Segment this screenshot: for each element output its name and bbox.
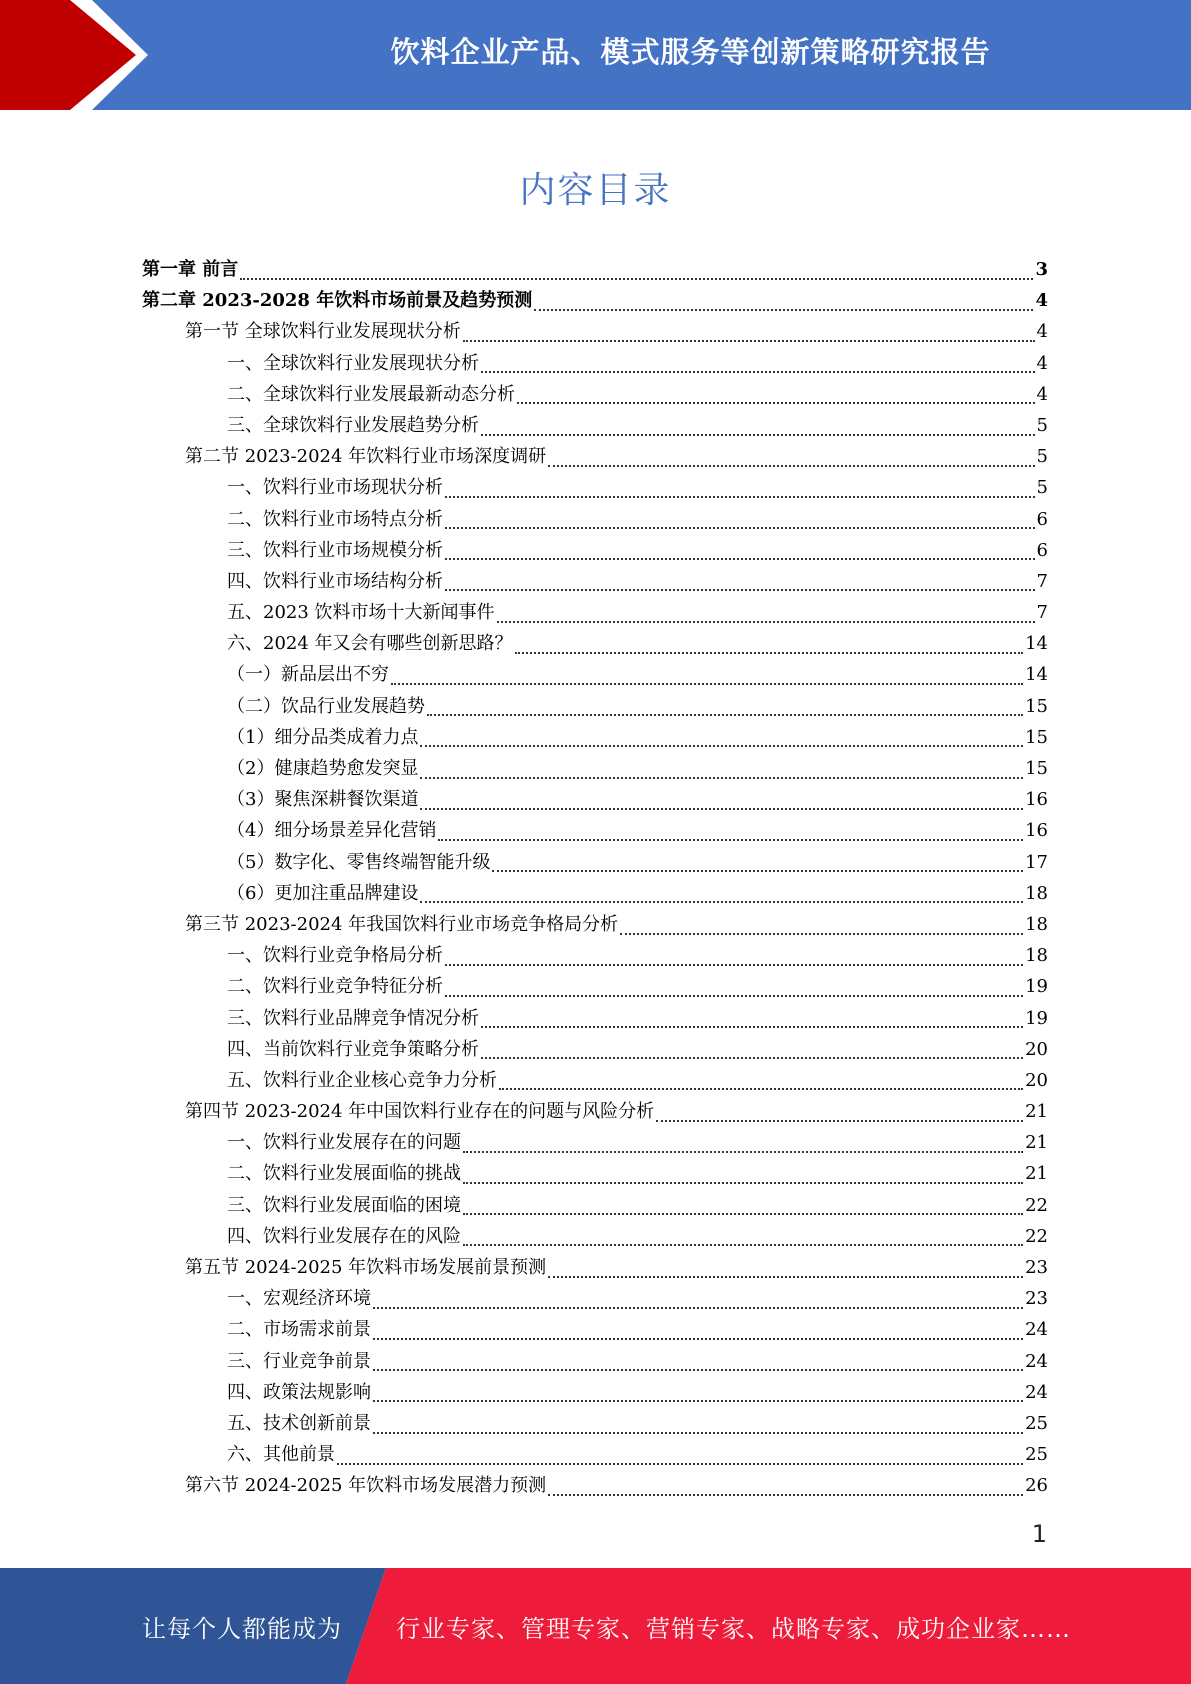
toc-entry-page: 4 — [1036, 383, 1048, 405]
toc-entry-label: 三、饮料行业品牌竞争情况分析 — [227, 1007, 479, 1029]
toc-entry-page: 18 — [1025, 945, 1048, 967]
toc-entry-page: 7 — [1036, 602, 1048, 624]
toc-entry[interactable] — [142, 691, 1048, 722]
toc-entry-label: 一、宏观经济环境 — [227, 1288, 371, 1310]
toc-entry[interactable] — [142, 1221, 1048, 1252]
toc-entry-label: 二、饮料行业市场特点分析 — [227, 508, 443, 530]
toc-entry-page: 20 — [1025, 1038, 1048, 1060]
dot-leader — [534, 309, 1033, 311]
dot-leader — [463, 1213, 1023, 1215]
toc-entry[interactable] — [142, 753, 1048, 784]
toc-entry-label: （二）饮品行业发展趋势 — [227, 695, 425, 717]
toc-entry-page: 24 — [1025, 1381, 1048, 1403]
toc-entry[interactable] — [142, 254, 1048, 285]
dot-leader — [445, 496, 1035, 498]
toc-entry[interactable] — [142, 285, 1048, 316]
toc-entry-label: 第三节 2023-2024 年我国饮料行业市场竞争格局分析 — [185, 913, 619, 935]
toc-entry-label: 五、2023 饮料市场十大新闻事件 — [227, 602, 495, 624]
toc-entry-page: 17 — [1025, 851, 1048, 873]
header-banner — [0, 0, 1191, 110]
dot-leader — [420, 777, 1023, 779]
toc-entry-page: 6 — [1036, 539, 1048, 561]
toc-entry[interactable] — [142, 597, 1048, 628]
toc-entry-page: 4 — [1036, 321, 1048, 343]
toc-entry-label: 六、其他前景 — [227, 1444, 335, 1466]
dot-leader — [517, 402, 1035, 404]
toc-entry-label: （5）数字化、零售终端智能升级 — [227, 851, 491, 873]
toc-entry-label: 二、市场需求前景 — [227, 1319, 371, 1341]
dot-leader — [463, 340, 1035, 342]
toc-entry-page: 26 — [1025, 1475, 1048, 1497]
toc-entry[interactable] — [142, 784, 1048, 815]
toc-entry-label: 四、政策法规影响 — [227, 1381, 371, 1403]
dot-leader — [427, 714, 1023, 716]
toc-entry[interactable] — [142, 909, 1048, 940]
dot-leader — [463, 1244, 1023, 1246]
toc-entry-page: 21 — [1025, 1132, 1048, 1154]
toc-entry[interactable] — [142, 659, 1048, 690]
toc-entry[interactable] — [142, 1190, 1048, 1221]
toc-entry-label: 四、饮料行业市场结构分析 — [227, 570, 443, 592]
toc-entry[interactable] — [142, 410, 1048, 441]
toc-entry[interactable] — [142, 1096, 1048, 1127]
toc-entry-page: 4 — [1035, 290, 1048, 312]
toc-entry[interactable] — [142, 1158, 1048, 1189]
toc-entry-page: 18 — [1025, 882, 1048, 904]
dot-leader — [481, 371, 1035, 373]
toc-entry-page: 3 — [1035, 259, 1048, 280]
dot-leader — [438, 839, 1023, 841]
toc-entry-page: 5 — [1036, 414, 1048, 436]
toc-entry[interactable] — [142, 1439, 1048, 1470]
toc-entry-label: 第二章 2023-2028 年饮料市场前景及趋势预测 — [142, 290, 533, 312]
toc-entry-page: 14 — [1025, 664, 1048, 686]
toc-entry-page: 16 — [1025, 820, 1048, 842]
toc-entry[interactable] — [142, 472, 1048, 503]
toc-entry-label: 二、饮料行业竞争特征分析 — [227, 976, 443, 998]
toc-entry-label: 一、饮料行业发展存在的问题 — [227, 1132, 461, 1154]
toc-entry[interactable] — [142, 971, 1048, 1002]
toc-entry-label: 第一节 全球饮料行业发展现状分析 — [185, 321, 461, 343]
dot-leader — [445, 964, 1023, 966]
dot-leader — [373, 1432, 1023, 1434]
toc-entry-page: 23 — [1025, 1257, 1048, 1278]
toc-entry-label: （3）聚焦深耕餐饮渠道 — [227, 789, 419, 811]
toc-entry-label: 一、饮料行业竞争格局分析 — [227, 945, 443, 967]
dot-leader — [373, 1338, 1023, 1340]
toc-entry-label: 五、技术创新前景 — [227, 1412, 371, 1434]
toc-entry[interactable] — [142, 566, 1048, 597]
footer-slogan-left: 让每个人都能成为 — [142, 1614, 342, 1643]
report-title: 饮料企业产品、模式服务等创新策略研究报告 — [390, 34, 991, 69]
dot-leader — [240, 278, 1033, 280]
toc-entry[interactable] — [142, 504, 1048, 535]
toc-entry-label: 二、饮料行业发展面临的挑战 — [227, 1163, 461, 1185]
toc-entry-page: 24 — [1025, 1319, 1048, 1341]
dot-leader — [548, 1276, 1023, 1278]
toc-entry-page: 20 — [1025, 1069, 1048, 1091]
dot-leader — [445, 589, 1035, 591]
dot-leader — [420, 808, 1023, 810]
toc-entry[interactable] — [142, 1034, 1048, 1065]
toc-entry-label: 第一章 前言 — [142, 259, 239, 280]
toc-entry-page: 23 — [1025, 1288, 1048, 1310]
dot-leader — [463, 1182, 1023, 1184]
toc-entry[interactable] — [142, 1314, 1048, 1345]
dot-leader — [420, 901, 1023, 903]
toc-entry-page: 5 — [1036, 446, 1048, 468]
toc-entry-label: 第六节 2024-2025 年饮料市场发展潜力预测 — [185, 1475, 547, 1497]
toc-entry-page: 6 — [1036, 508, 1048, 530]
toc-entry[interactable] — [142, 1470, 1048, 1501]
toc-entry-page: 22 — [1025, 1194, 1048, 1216]
dot-leader — [463, 1151, 1023, 1153]
toc-entry[interactable] — [142, 316, 1048, 347]
footer-slogan-right: 行业专家、管理专家、营销专家、战略专家、成功企业家…… — [396, 1614, 1071, 1643]
toc-entry-page: 15 — [1025, 758, 1048, 779]
dot-leader — [445, 558, 1035, 560]
toc-entry[interactable] — [142, 535, 1048, 566]
dot-leader — [481, 1057, 1023, 1059]
dot-leader — [481, 1026, 1023, 1028]
toc-entry-label: 一、饮料行业市场现状分析 — [227, 477, 443, 499]
toc-entry-label: （一）新品层出不穷 — [227, 664, 389, 686]
toc-entry-label: （6）更加注重品牌建设 — [227, 882, 419, 904]
toc-entry-label: 三、全球饮料行业发展趋势分析 — [227, 414, 479, 436]
toc-entry[interactable] — [142, 628, 1048, 659]
dot-leader — [420, 745, 1023, 747]
toc-entry-label: 第四节 2023-2024 年中国饮料行业存在的问题与风险分析 — [185, 1101, 655, 1123]
toc-entry-page: 16 — [1025, 789, 1048, 811]
toc-entry[interactable] — [142, 379, 1048, 410]
dot-leader — [391, 683, 1023, 685]
toc-entry[interactable] — [142, 1377, 1048, 1408]
dot-leader — [373, 1369, 1023, 1371]
dot-leader — [548, 1494, 1023, 1496]
toc-entry[interactable] — [142, 1408, 1048, 1439]
toc-entry-page: 7 — [1036, 570, 1048, 592]
toc-entry-page: 19 — [1025, 1007, 1048, 1029]
toc-entry-label: 四、当前饮料行业竞争策略分析 — [227, 1038, 479, 1060]
toc-entry-label: 五、饮料行业企业核心竞争力分析 — [227, 1069, 497, 1091]
footer-banner — [0, 1568, 1191, 1684]
toc-entry[interactable] — [142, 1065, 1048, 1096]
dot-leader — [445, 527, 1035, 529]
toc-entry[interactable] — [142, 815, 1048, 846]
dot-leader — [373, 1400, 1023, 1402]
dot-leader — [337, 1463, 1023, 1465]
toc-entry[interactable] — [142, 441, 1048, 472]
toc-entry[interactable] — [142, 1127, 1048, 1158]
toc-entry-label: 三、行业竞争前景 — [227, 1350, 371, 1372]
toc-entry-label: （1）细分品类成着力点 — [227, 726, 419, 748]
toc-entry-label: （2）健康趋势愈发突显 — [227, 758, 419, 779]
toc-entry-page: 15 — [1025, 726, 1048, 748]
toc-entry[interactable] — [142, 940, 1048, 971]
toc-entry-label: 二、全球饮料行业发展最新动态分析 — [227, 383, 515, 405]
toc-entry-page: 21 — [1025, 1163, 1048, 1185]
toc-entry-label: （4）细分场景差异化营销 — [227, 820, 437, 842]
dot-leader — [548, 465, 1034, 467]
toc-entry-page: 21 — [1025, 1101, 1048, 1123]
toc-entry-label: 三、饮料行业市场规模分析 — [227, 539, 443, 561]
toc-entry-page: 19 — [1025, 976, 1048, 998]
dot-leader — [656, 1120, 1023, 1122]
table-of-contents — [142, 254, 1048, 1502]
toc-entry-label: 三、饮料行业发展面临的困境 — [227, 1194, 461, 1216]
dot-leader — [620, 933, 1023, 935]
dot-leader — [515, 652, 1024, 654]
toc-entry-label: 第二节 2023-2024 年饮料行业市场深度调研 — [185, 446, 547, 468]
toc-entry-page: 5 — [1036, 477, 1048, 499]
page-number: 1 — [1031, 1520, 1047, 1548]
toc-heading: 内容目录 — [519, 170, 672, 211]
toc-entry[interactable] — [142, 722, 1048, 753]
toc-entry-page: 18 — [1025, 913, 1048, 935]
dot-leader — [499, 1088, 1023, 1090]
toc-entry-label: 六、2024 年又会有哪些创新思路？ — [227, 633, 513, 655]
toc-entry-label: 四、饮料行业发展存在的风险 — [227, 1225, 461, 1247]
toc-entry[interactable] — [142, 1252, 1048, 1283]
toc-entry-page: 4 — [1036, 352, 1048, 374]
toc-entry-page: 25 — [1025, 1444, 1048, 1466]
toc-entry[interactable] — [142, 878, 1048, 909]
dot-leader — [492, 870, 1023, 872]
dot-leader — [481, 434, 1035, 436]
toc-entry-page: 24 — [1025, 1350, 1048, 1372]
toc-entry[interactable] — [142, 1003, 1048, 1034]
toc-entry-page: 25 — [1025, 1412, 1048, 1434]
dot-leader — [373, 1307, 1023, 1309]
toc-entry-page: 15 — [1025, 695, 1048, 717]
toc-entry[interactable] — [142, 1283, 1048, 1314]
toc-entry-label: 一、全球饮料行业发展现状分析 — [227, 352, 479, 374]
dot-leader — [497, 621, 1035, 623]
toc-entry-page: 14 — [1025, 633, 1048, 655]
dot-leader — [445, 995, 1023, 997]
toc-entry-page: 22 — [1025, 1225, 1048, 1247]
toc-entry[interactable] — [142, 1346, 1048, 1377]
toc-entry[interactable] — [142, 847, 1048, 878]
toc-entry-label: 第五节 2024-2025 年饮料市场发展前景预测 — [185, 1257, 547, 1278]
toc-entry[interactable] — [142, 348, 1048, 379]
